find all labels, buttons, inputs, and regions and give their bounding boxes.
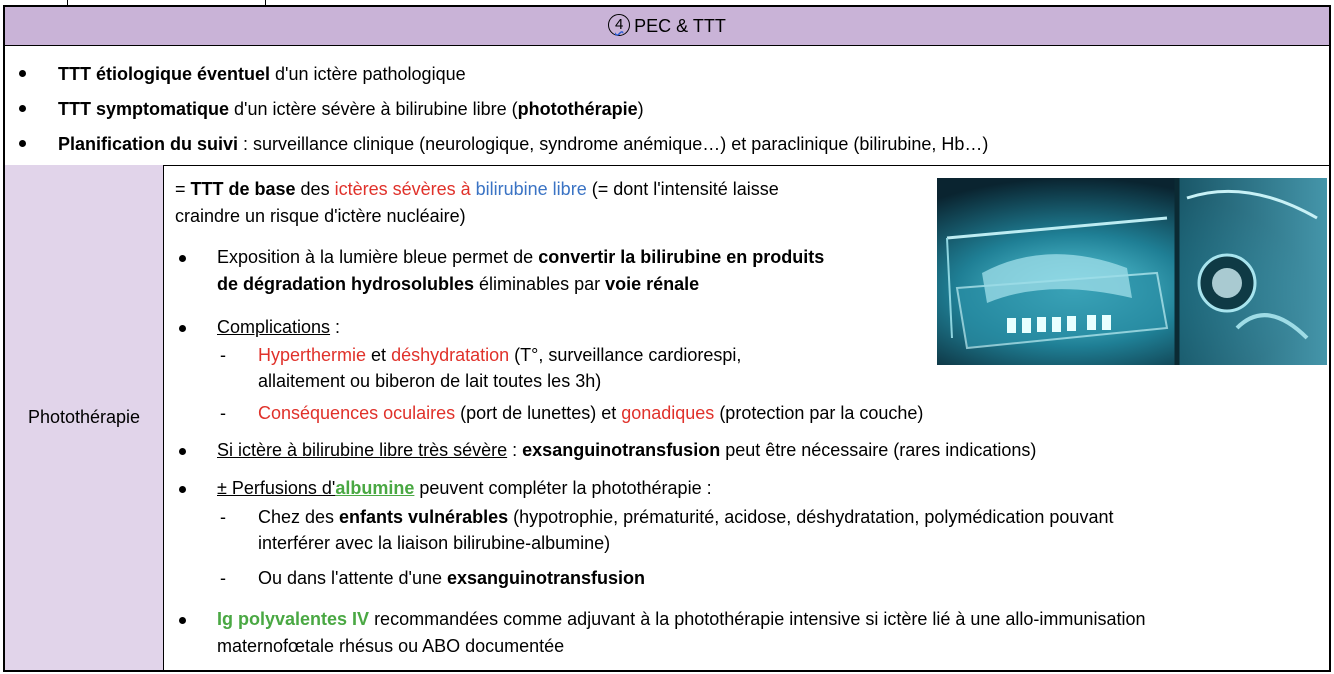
bullet-icon [179,486,186,493]
bullet-text: Exposition à la lumière bleue permet de convertir la bilirubine en produits [217,247,825,267]
sub-item-text: allaitement ou biberon de lait toutes les 3h) [258,371,602,391]
section-title: PEC & TTT [634,16,726,36]
sub-item-text: Conséquences oculaires (port de lunettes) et gonadiques (protection par la couche) [258,403,924,423]
definition-line: = TTT de base des ictères sévères à bilirubine libre (= dont l'intensité laisse [175,179,779,199]
circled-number: 4 [608,14,630,36]
bullet-icon [19,140,26,147]
sub-item-text: Chez des enfants vulnérables (hypotrophie, prématurité, acidose, déshydratation, polymédication pouvant [258,507,1114,527]
bullet-text: Si ictère à bilirubine libre très sévère : exsanguinotransfusion peut être nécessaire (rares indications) [217,440,1037,460]
intro-item: Planification du suivi : surveillance clinique (neurologique, syndrome anémique…) et paraclinique (bilirubine, Hb…) [19,132,988,156]
phototherapy-incubator-photo [937,178,1327,365]
intro-bullets [5,46,1329,166]
bullet-icon [179,325,186,332]
row-label-cell [5,165,164,670]
bullet-icon [179,617,186,624]
bullet-text: Complications : [217,317,341,337]
bullet-icon [179,448,186,455]
bullet-text: maternofœtale rhésus ou ABO documentée [217,636,565,656]
dash-marker: - [220,345,226,365]
section-header [5,7,1329,46]
row-label: Photothérapie [27,407,141,427]
intro-item: TTT symptomatique d'un ictère sévère à bilirubine libre (photothérapie) [19,97,644,121]
bullet-text: ± Perfusions d'albumine peuvent compléter la photothérapie : [217,478,712,498]
dash-marker: - [220,568,226,588]
bullet-icon [179,255,186,262]
sub-item-text: Hyperthermie et déshydratation (T°, surveillance cardiorespi, [258,345,742,365]
bullet-text: Ig polyvalentes IV recommandées comme adjuvant à la photothérapie intensive si ictère lié à une allo-immunisation [217,609,1146,629]
bullet-icon [19,105,26,112]
bullet-text: de dégradation hydrosolubles éliminables par voie rénale [217,274,700,294]
sub-item-text: Ou dans l'attente d'une exsanguinotransfusion [258,568,646,588]
sub-item-text: interférer avec la liaison bilirubine-albumine) [258,533,611,553]
dash-marker: - [220,507,226,527]
bullet-icon [19,70,26,77]
definition-line: craindre un risque d'ictère nucléaire) [175,206,466,226]
intro-item: TTT étiologique éventuel d'un ictère pathologique [19,62,466,86]
dash-marker: - [220,403,226,423]
